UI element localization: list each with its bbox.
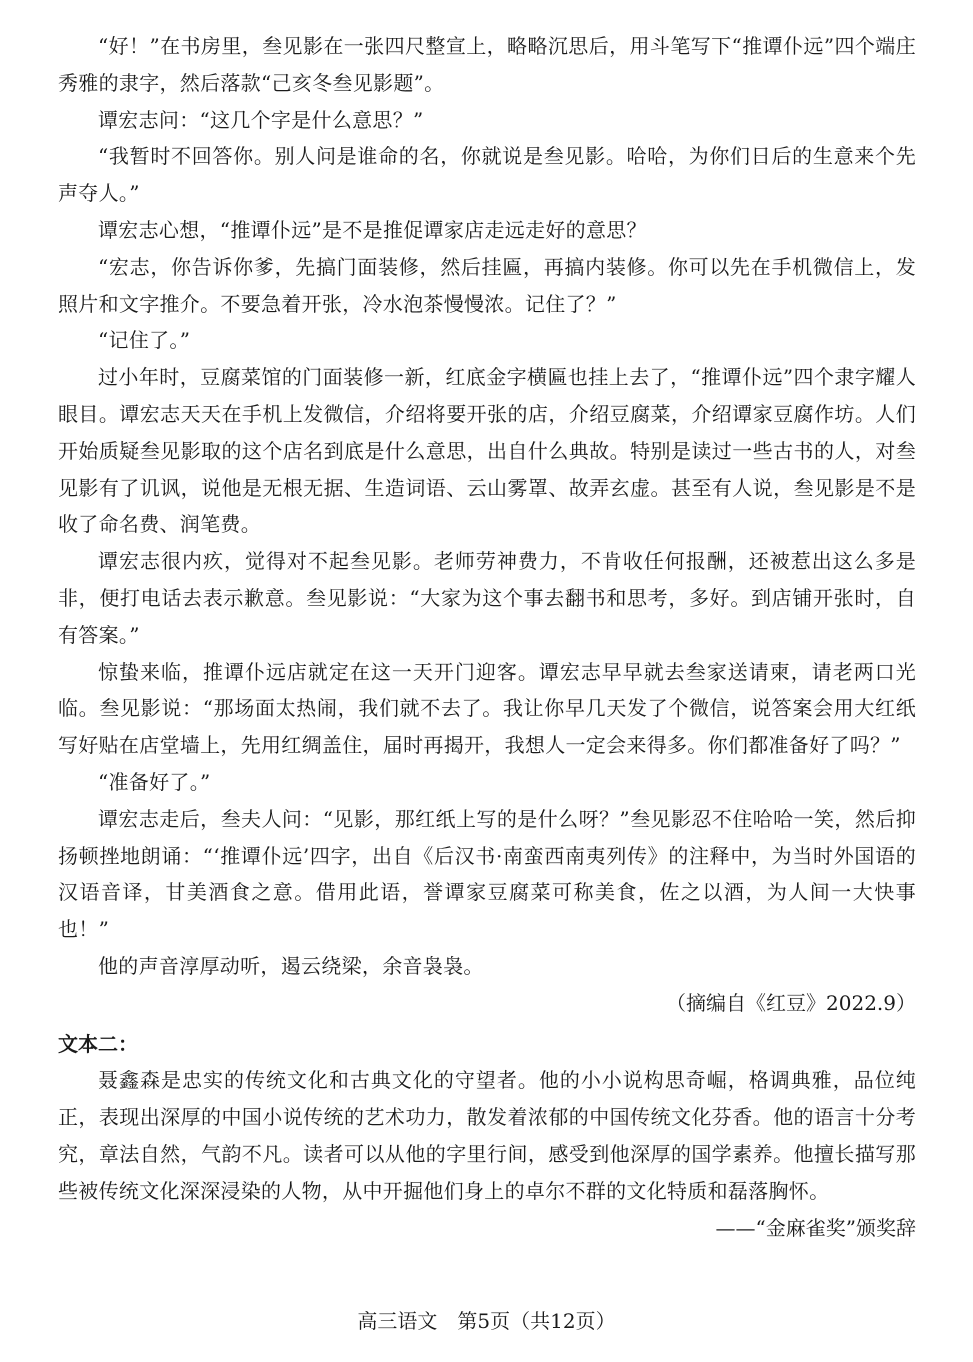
text1-paragraph-7: 过小年时，豆腐菜馆的门面装修一新，红底金字横匾也挂上去了，“推谭仆远”四个隶字耀人眼目。谭宏志天天在手机上发微信，介绍将要开张的店，介绍豆腐菜，介绍谭家豆腐作坊。人们开始质疑叁见影取的这个店名到底是什么意思，出自什么典故。特别是读过一些古书的人，对叁见影有了讥讽，说他是无根无据、生造词语、云山雾罩、故弄玄虚。甚至有人说，叁见影是不是收了命名费、润笔费。 bbox=[58, 365, 916, 537]
page-footer: 高三语文 第5页（共12页） bbox=[357, 1309, 616, 1333]
document-page bbox=[58, 28, 916, 1246]
text1-paragraph-4: 谭宏志心想，“推谭仆远”是不是推促谭家店走远走好的意思？ bbox=[98, 217, 647, 242]
text2-attribution: ——“金麻雀奖”颁奖辞 bbox=[715, 1215, 916, 1240]
text1-paragraph-2: 谭宏志问：“这几个字是什么意思？” bbox=[98, 107, 424, 132]
text1-paragraph-1: “好！”在书房里，叁见影在一张四尺整宣上，略略沉思后，用斗笔写下“推谭仆远”四个端庄秀雅的隶字，然后落款“己亥冬叁见影题”。 bbox=[58, 34, 916, 95]
text1-paragraph-8: 谭宏志很内疚，觉得对不起叁见影。老师劳神费力，不肯收任何报酬，还被惹出这么多是非，便打电话去表示歉意。叁见影说：“大家为这个事去翻书和思考，多好。到店铺开张时，自有答案。” bbox=[58, 549, 916, 647]
text1-source-citation: （摘编自《红豆》2022.9） bbox=[666, 990, 916, 1015]
text1-paragraph-6: “记住了。” bbox=[98, 328, 191, 353]
text2-heading: 文本二： bbox=[58, 1031, 138, 1056]
text2-paragraph: 聂鑫森是忠实的传统文化和古典文化的守望者。他的小小说构思奇崛，格调典雅，品位纯正，表现出深厚的中国小说传统的艺术功力，散发着浓郁的中国传统文化芬香。他的语言十分考究，章法自然，气韵不凡。读者可以从他的字里行间，感受到他深厚的国学素养。他擅长描写那些被传统文化深深浸染的人物，从中开掘他们身上的卓尔不群的文化特质和磊落胸怀。 bbox=[58, 1068, 916, 1203]
text1-paragraph-12: 他的声音淳厚动听，遏云绕梁，余音袅袅。 bbox=[98, 953, 484, 978]
text1-paragraph-9: 惊蛰来临，推谭仆远店就定在这一天开门迎客。谭宏志早早就去叁家送请柬，请老两口光临。叁见影说：“那场面太热闹，我们就不去了。我让你早几天发了个微信，说答案会用大红纸写好贴在店堂墙上，先用红绸盖住，届时再揭开，我想人一定会来得多。你们都准备好了吗？” bbox=[58, 659, 916, 758]
text1-paragraph-5: “宏志，你告诉你爹，先搞门面装修，然后挂匾，再搞内装修。你可以先在手机微信上，发照片和文字推介。不要急着开张，冷水泡茶慢慢浓。记住了？” bbox=[58, 254, 916, 316]
text1-paragraph-11: 谭宏志走后，叁夫人问：“见影，那红纸上写的是什么呀？”叁见影忍不住哈哈一笑，然后抑扬顿挫地朗诵：“‘推谭仆远’四字，出自《后汉书·南蛮西南夷列传》的注释中，为当时外国语的汉语音译，甘美酒食之意。借用此语，誉谭家豆腐菜可称美食，佐之以酒，为人间一大快事也！” bbox=[58, 806, 916, 942]
text1-paragraph-10: “准备好了。” bbox=[98, 769, 211, 794]
text1-paragraph-3: “我暂时不回答你。别人问是谁命的名，你就说是叁见影。哈哈，为你们日后的生意来个先声夺人。” bbox=[58, 144, 916, 206]
